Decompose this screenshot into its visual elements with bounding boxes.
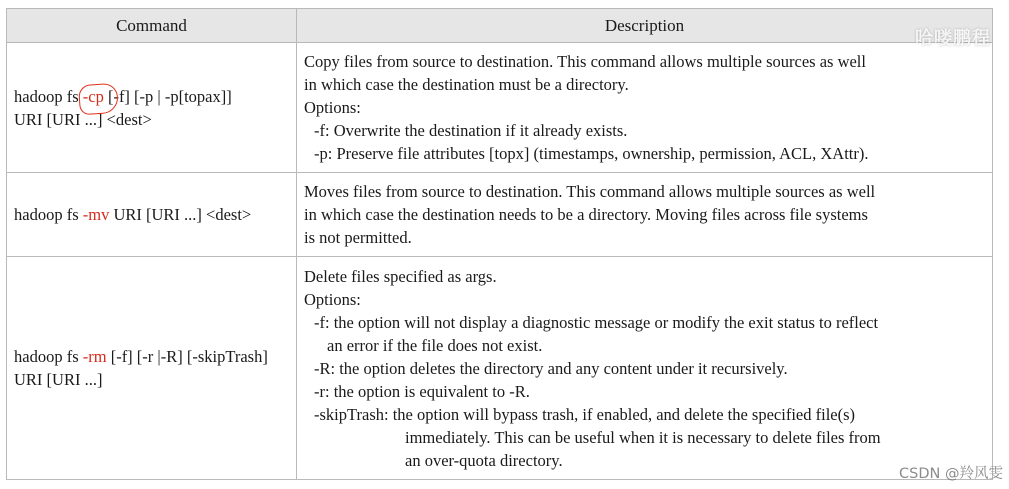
description-cell-rm bbox=[297, 257, 993, 480]
description-line: Options: bbox=[304, 289, 361, 309]
command-flag: -rm bbox=[82, 347, 107, 366]
command-line: hadoop fs -mv URI [URI ...] <dest> bbox=[14, 205, 252, 224]
command-flag: -mv bbox=[82, 205, 110, 224]
description-line: Options: bbox=[304, 98, 361, 117]
option-line-continued: an error if the file does not exist. bbox=[327, 335, 543, 355]
option-line: -f: Overwrite the destination if it already exists. bbox=[314, 121, 628, 140]
command-column-header: Command bbox=[7, 9, 297, 43]
command-line: URI [URI ...] bbox=[14, 370, 103, 389]
table-row-mv bbox=[7, 173, 993, 257]
command-line: hadoop fs -rm [-f] [-r |-R] [-skipTrash] bbox=[14, 347, 268, 366]
description-line: Copy files from source to destination. This command allows multiple sources as well bbox=[304, 52, 866, 71]
table-row-rm bbox=[7, 257, 993, 480]
option-line-continued: an over-quota directory. bbox=[405, 450, 563, 470]
command-flag: -cp bbox=[82, 86, 104, 106]
description-cell-cp bbox=[297, 43, 993, 173]
option-line: -p: Preserve file attributes [topx] (timestamps, ownership, permission, ACL, XAttr). bbox=[314, 144, 869, 163]
command-cell-rm bbox=[7, 257, 297, 480]
command-cell-mv bbox=[7, 173, 297, 257]
csdn-watermark: CSDN @羚风雯 bbox=[899, 466, 1003, 482]
description-cell-mv bbox=[297, 173, 993, 257]
bilibili-watermark: 哈喽鹏程 bbox=[915, 28, 991, 49]
description-column-header: Description bbox=[297, 9, 993, 43]
description-line: is not permitted. bbox=[304, 228, 412, 247]
command-line: URI [URI ...] <dest> bbox=[14, 109, 152, 129]
description-line: in which case the destination must be a directory. bbox=[304, 75, 629, 94]
option-line: -R: the option deletes the directory and any content under it recursively. bbox=[314, 358, 788, 378]
description-line: Moves files from source to destination. This command allows multiple sources as well bbox=[304, 182, 876, 201]
option-line: -skipTrash: the option will bypass trash, if enabled, and delete the specified file(s) bbox=[314, 404, 856, 424]
hadoop-fs-commands-table bbox=[6, 8, 993, 480]
option-line: -f: the option will not display a diagnostic message or modify the exit status to reflect bbox=[314, 312, 879, 332]
description-line: in which case the destination needs to be a directory. Moving files across file systems bbox=[304, 205, 868, 224]
command-line: hadoop fs -cp [-f] [-p | -p[topax]] bbox=[14, 86, 232, 106]
option-line: -r: the option is equivalent to -R. bbox=[314, 381, 530, 401]
description-line: Delete files specified as args. bbox=[304, 266, 497, 286]
command-cell-cp bbox=[7, 43, 297, 173]
table-header-row bbox=[7, 9, 993, 43]
option-line-continued: immediately. This can be useful when it is necessary to delete files from bbox=[405, 427, 881, 447]
table-row-cp bbox=[7, 43, 993, 173]
